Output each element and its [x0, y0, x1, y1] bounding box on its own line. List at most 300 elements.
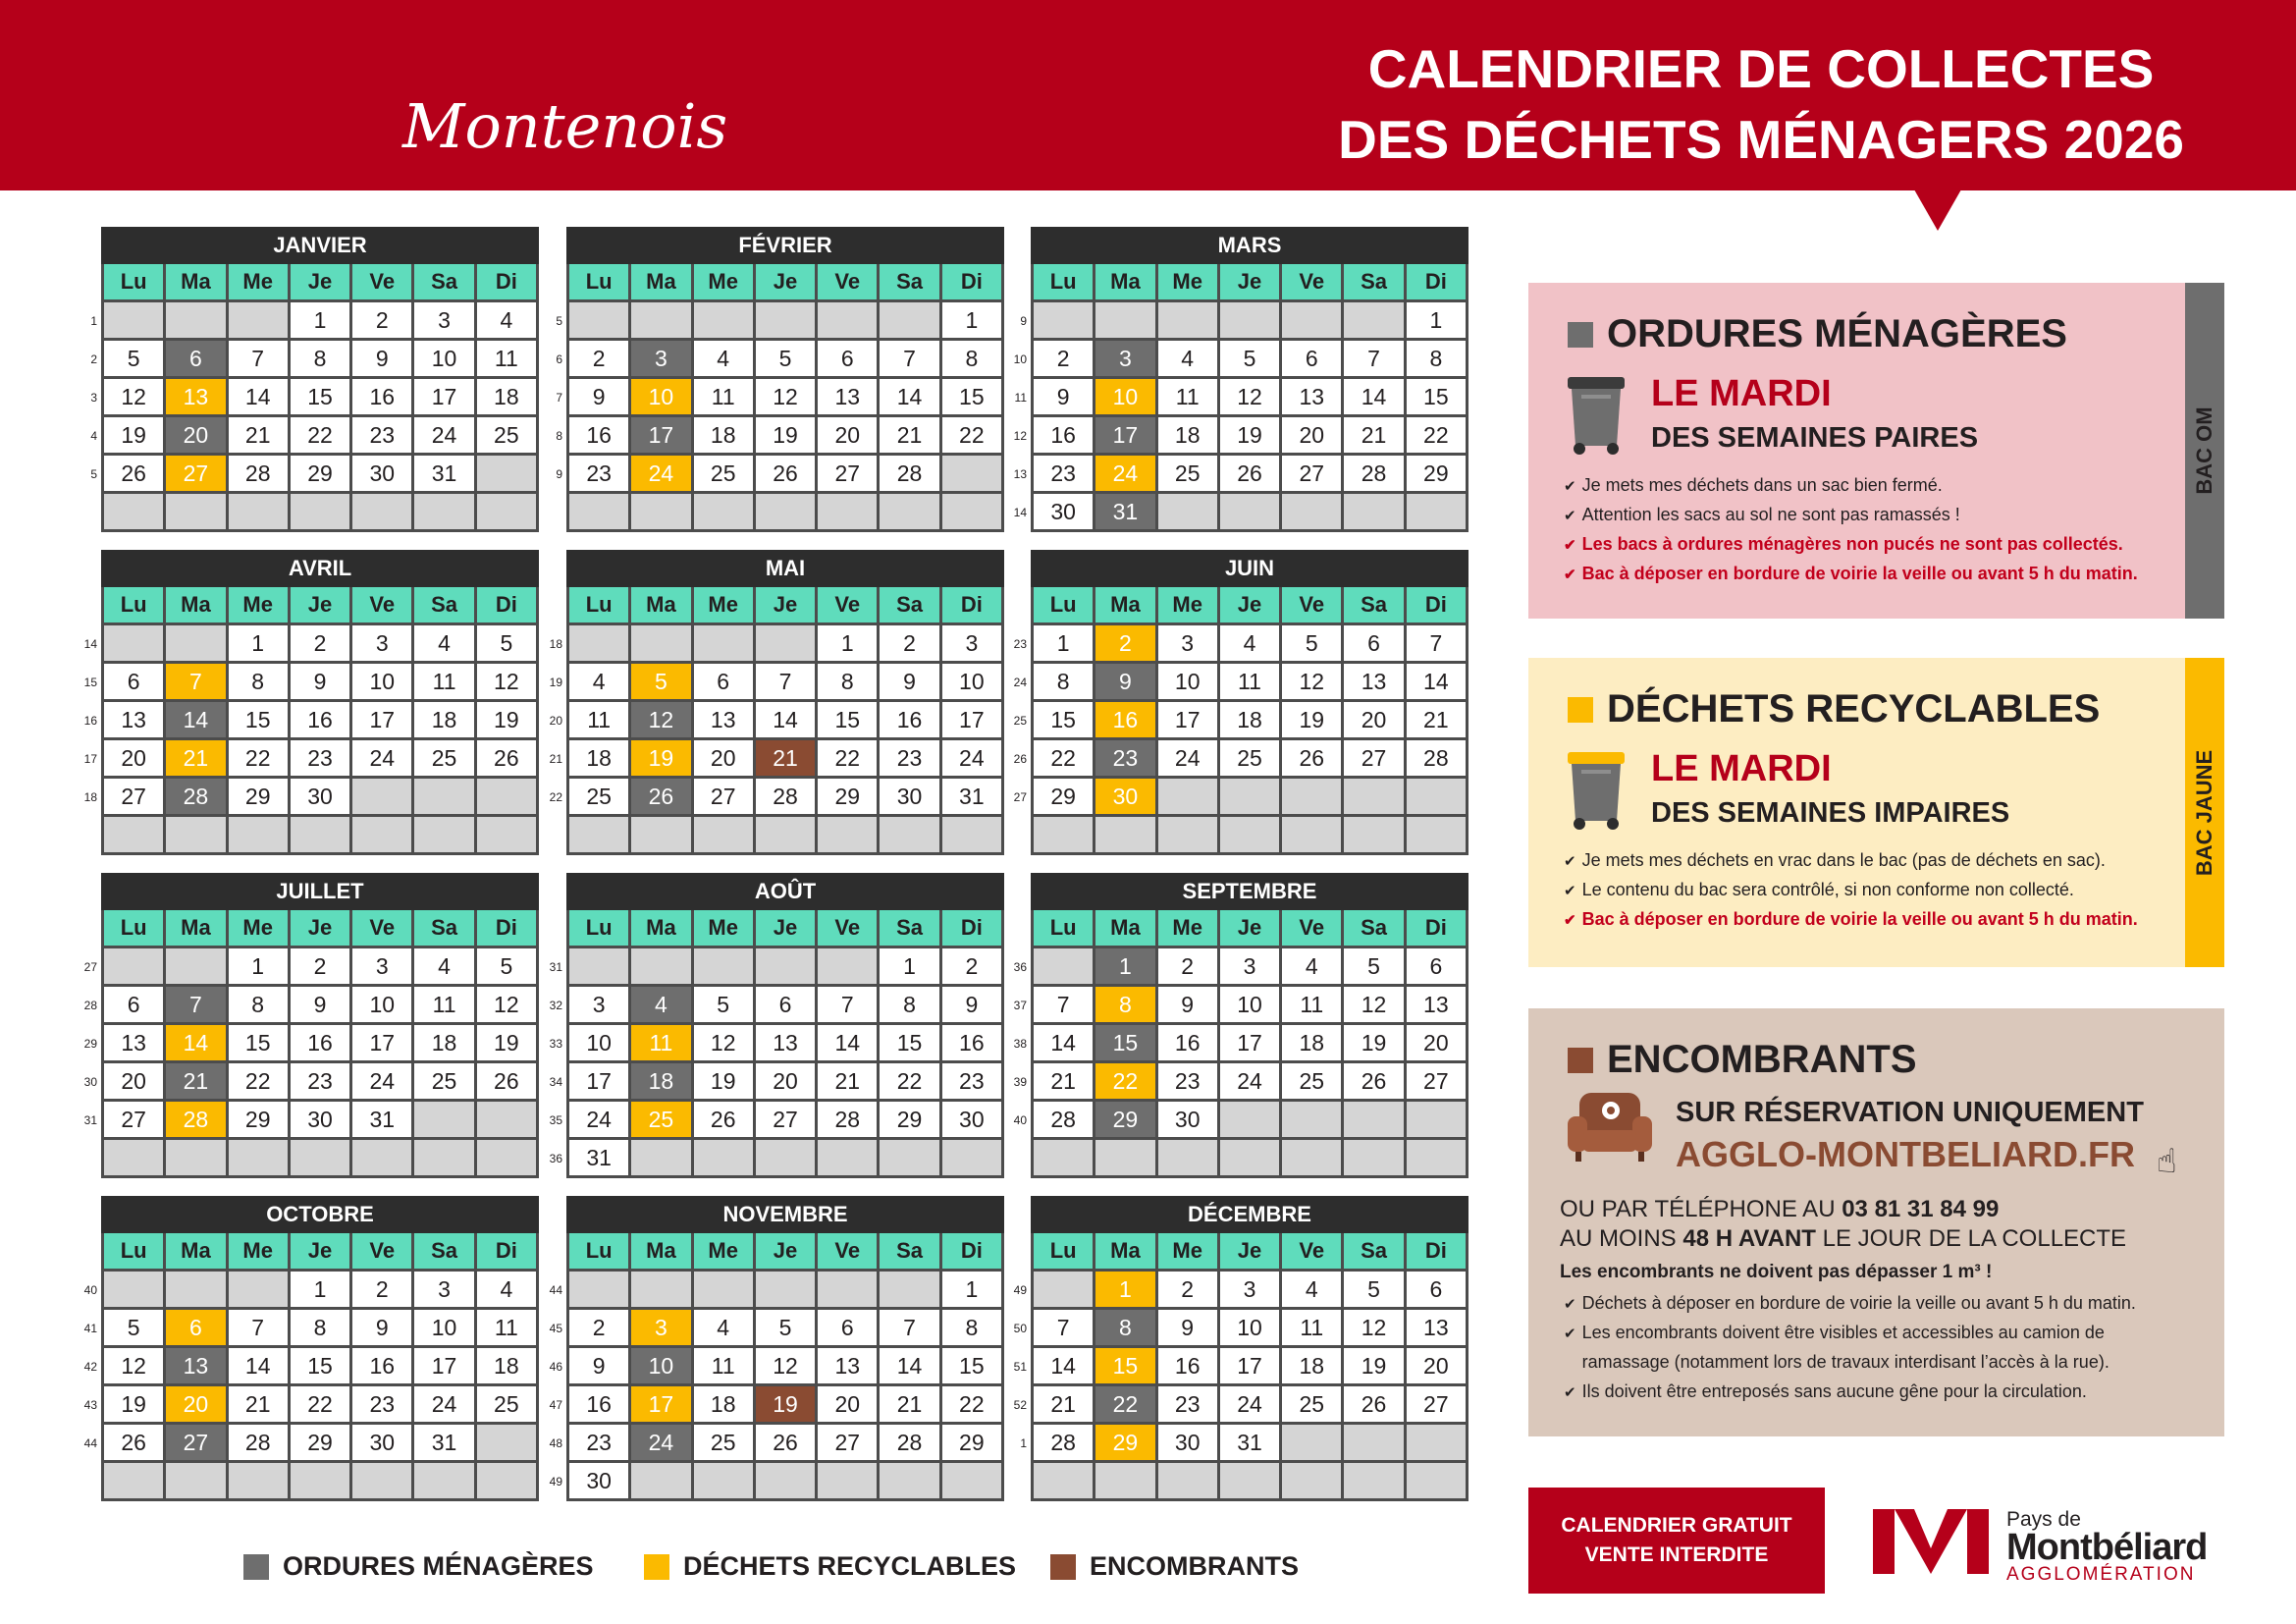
day-cell: 25 [569, 779, 628, 814]
weekday-header: Sa [414, 587, 473, 623]
month-name: MAI [566, 550, 1004, 587]
weekday-header: Di [1407, 264, 1466, 299]
day-cell: 16 [1158, 1025, 1217, 1060]
empty-day-cell [1034, 817, 1093, 852]
day-cell: 27 [694, 779, 753, 814]
phone-prefix: OU PAR TÉLÉPHONE AU [1560, 1196, 1836, 1222]
day-cell: 6 [166, 1310, 225, 1345]
week-number: 4 [90, 429, 97, 443]
day-cell: 29 [291, 1425, 349, 1460]
day-cell: 7 [1344, 341, 1403, 376]
day-cell: 21 [1407, 702, 1466, 737]
day-cell: 3 [631, 341, 690, 376]
list-item: ✔ Je mets mes déchets dans un sac bien fermé. [1564, 475, 1943, 495]
logo-line-1: Pays de [2006, 1508, 2081, 1531]
day-cell: 29 [818, 779, 877, 814]
empty-day-cell [569, 302, 628, 338]
week-number: 36 [549, 1152, 562, 1165]
week-number: 31 [549, 960, 562, 974]
panel-rec-rules [1564, 846, 2138, 935]
day-cell: 14 [229, 379, 288, 414]
bac-jaune-label: BAC JAUNE [2192, 749, 2216, 876]
empty-day-cell [1407, 1425, 1466, 1460]
day-cell: 18 [477, 379, 536, 414]
weekday-header: Ve [818, 264, 877, 299]
day-cell: 11 [414, 664, 473, 699]
day-cell: 5 [1282, 625, 1341, 661]
website-link[interactable]: AGGLO-MONTBELIARD.FR [1676, 1134, 2135, 1174]
phone-number[interactable]: 03 81 31 84 99 [1842, 1196, 2000, 1222]
day-cell: 24 [1095, 456, 1154, 491]
empty-day-cell [1220, 817, 1279, 852]
weekday-header: Ma [1095, 587, 1154, 623]
day-cell: 3 [414, 1272, 473, 1307]
empty-day-cell [477, 1463, 536, 1498]
day-cell: 20 [1407, 1025, 1466, 1060]
empty-day-cell [1158, 779, 1217, 814]
empty-day-cell [229, 302, 288, 338]
empty-day-cell [818, 1140, 877, 1175]
empty-day-cell [166, 494, 225, 529]
day-cell: 30 [1158, 1425, 1217, 1460]
day-cell: 30 [1095, 779, 1154, 814]
week-number: 40 [1013, 1113, 1027, 1127]
month-name: DÉCEMBRE [1031, 1196, 1468, 1233]
weekday-header: Ma [1095, 1233, 1154, 1269]
day-cell: 2 [352, 1272, 411, 1307]
day-cell: 20 [1344, 702, 1403, 737]
empty-day-cell [1344, 1463, 1403, 1498]
weekday-header: Me [694, 1233, 753, 1269]
empty-day-cell [880, 1140, 938, 1175]
day-cell: 7 [818, 987, 877, 1022]
day-cell: 18 [1282, 1348, 1341, 1383]
day-cell: 19 [756, 417, 815, 453]
empty-day-cell [352, 1463, 411, 1498]
week-number: 3 [90, 391, 97, 405]
list-item: ✔ Attention les sacs au sol ne sont pas ramassés ! [1564, 505, 1960, 524]
panel-rec-title-text: DÉCHETS RECYCLABLES [1607, 687, 2101, 731]
empty-day-cell [1158, 302, 1217, 338]
day-cell: 20 [694, 740, 753, 776]
day-cell: 31 [414, 1425, 473, 1460]
day-cell: 28 [166, 779, 225, 814]
week-number: 41 [83, 1322, 97, 1335]
day-cell: 29 [880, 1102, 938, 1137]
day-cell: 11 [1282, 1310, 1341, 1345]
day-cell: 31 [1095, 494, 1154, 529]
day-cell: 9 [569, 1348, 628, 1383]
day-cell: 26 [1220, 456, 1279, 491]
empty-day-cell [880, 1463, 938, 1498]
empty-day-cell [569, 494, 628, 529]
empty-day-cell [104, 1140, 163, 1175]
day-cell: 10 [1158, 664, 1217, 699]
day-cell: 3 [1220, 948, 1279, 984]
day-cell: 26 [756, 1425, 815, 1460]
day-cell: 21 [166, 1063, 225, 1099]
day-cell: 2 [569, 1310, 628, 1345]
checkmark-icon: ✔ [1564, 1384, 1576, 1401]
month-days-grid [566, 910, 1004, 1178]
day-cell: 31 [352, 1102, 411, 1137]
week-number: 1 [90, 314, 97, 328]
day-cell: 26 [1282, 740, 1341, 776]
day-cell: 16 [291, 1025, 349, 1060]
day-cell: 26 [477, 740, 536, 776]
empty-day-cell [942, 1140, 1001, 1175]
day-cell: 9 [1095, 664, 1154, 699]
day-cell: 17 [414, 1348, 473, 1383]
day-cell: 24 [352, 740, 411, 776]
day-cell: 29 [942, 1425, 1001, 1460]
empty-day-cell [166, 1140, 225, 1175]
day-cell: 4 [1282, 1272, 1341, 1307]
day-cell: 7 [880, 341, 938, 376]
day-cell: 4 [694, 341, 753, 376]
empty-day-cell [569, 948, 628, 984]
week-number: 6 [556, 352, 562, 366]
day-cell: 28 [818, 1102, 877, 1137]
day-cell: 16 [352, 1348, 411, 1383]
day-cell: 15 [1095, 1348, 1154, 1383]
day-cell: 6 [104, 664, 163, 699]
panel-om-title-text: ORDURES MÉNAGÈRES [1607, 312, 2067, 355]
checkmark-icon: ✔ [1564, 478, 1576, 495]
day-cell: 5 [477, 948, 536, 984]
weekday-header: Je [291, 1233, 349, 1269]
day-cell: 11 [477, 1310, 536, 1345]
empty-day-cell [1034, 1463, 1093, 1498]
empty-day-cell [631, 625, 690, 661]
day-cell: 17 [414, 379, 473, 414]
week-number: 52 [1013, 1398, 1027, 1412]
day-cell: 1 [880, 948, 938, 984]
day-cell: 29 [1095, 1425, 1154, 1460]
day-cell: 21 [1034, 1386, 1093, 1422]
day-cell: 9 [1034, 379, 1093, 414]
day-cell: 8 [1034, 664, 1093, 699]
day-cell: 12 [694, 1025, 753, 1060]
empty-day-cell [1282, 779, 1341, 814]
day-cell: 20 [104, 1063, 163, 1099]
day-cell: 1 [1095, 948, 1154, 984]
day-cell: 23 [569, 1425, 628, 1460]
weekday-header: Di [477, 1233, 536, 1269]
weekday-header: Ma [631, 587, 690, 623]
weekday-header: Ve [818, 587, 877, 623]
empty-day-cell [942, 817, 1001, 852]
week-number: 49 [1013, 1283, 1027, 1297]
month-days-grid [101, 587, 539, 855]
weekday-header: Sa [1344, 1233, 1403, 1269]
day-cell: 6 [694, 664, 753, 699]
empty-day-cell [414, 1463, 473, 1498]
weekday-header: Me [694, 587, 753, 623]
day-cell: 24 [631, 456, 690, 491]
day-cell: 17 [1220, 1025, 1279, 1060]
day-cell: 15 [291, 1348, 349, 1383]
weekday-header: Ve [352, 910, 411, 946]
day-cell: 15 [942, 1348, 1001, 1383]
day-cell: 22 [942, 417, 1001, 453]
empty-day-cell [104, 1272, 163, 1307]
day-cell: 2 [569, 341, 628, 376]
day-cell: 29 [1407, 456, 1466, 491]
month-name: JUILLET [101, 873, 539, 910]
weekday-header: Me [1158, 587, 1217, 623]
weekday-header: Je [291, 587, 349, 623]
weekday-header: Lu [104, 264, 163, 299]
checkmark-icon: ✔ [1564, 1326, 1576, 1342]
weekday-header: Di [1407, 587, 1466, 623]
week-number: 18 [83, 790, 97, 804]
empty-day-cell [352, 1140, 411, 1175]
empty-day-cell [1344, 1425, 1403, 1460]
day-cell: 13 [104, 1025, 163, 1060]
day-cell: 11 [1158, 379, 1217, 414]
empty-day-cell [694, 817, 753, 852]
day-cell: 5 [694, 987, 753, 1022]
day-cell: 25 [414, 1063, 473, 1099]
weekday-header: Je [291, 264, 349, 299]
weekday-header: Je [756, 264, 815, 299]
weekday-header: Sa [1344, 587, 1403, 623]
legend-enc [1050, 1551, 1299, 1582]
day-cell: 22 [1095, 1063, 1154, 1099]
day-cell: 6 [1344, 625, 1403, 661]
day-cell: 1 [942, 302, 1001, 338]
day-cell: 13 [756, 1025, 815, 1060]
day-cell: 8 [942, 341, 1001, 376]
day-cell: 19 [104, 417, 163, 453]
month-days-grid [1031, 910, 1468, 1178]
empty-day-cell [1220, 1463, 1279, 1498]
week-number: 25 [1013, 714, 1027, 728]
day-cell: 30 [880, 779, 938, 814]
day-cell: 15 [818, 702, 877, 737]
week-number: 46 [549, 1360, 562, 1374]
day-cell: 13 [818, 1348, 877, 1383]
day-cell: 5 [631, 664, 690, 699]
day-cell: 8 [1407, 341, 1466, 376]
day-cell: 11 [694, 1348, 753, 1383]
empty-day-cell [880, 817, 938, 852]
week-number: 5 [90, 467, 97, 481]
empty-day-cell [414, 1140, 473, 1175]
list-item: ✔ Le contenu du bac sera contrôlé, si non conforme non collecté. [1564, 880, 2074, 899]
day-cell: 12 [104, 379, 163, 414]
weekday-header: Lu [1034, 264, 1093, 299]
empty-day-cell [756, 1140, 815, 1175]
empty-day-cell [1282, 1140, 1341, 1175]
day-cell: 1 [1407, 302, 1466, 338]
week-number: 19 [549, 676, 562, 689]
week-number: 38 [1013, 1037, 1027, 1051]
empty-day-cell [942, 1463, 1001, 1498]
day-cell: 19 [631, 740, 690, 776]
day-cell: 9 [352, 1310, 411, 1345]
day-cell: 22 [229, 740, 288, 776]
day-cell: 12 [477, 987, 536, 1022]
delay-bold: 48 H AVANT [1682, 1225, 1816, 1252]
empty-day-cell [477, 817, 536, 852]
om-square-icon [1568, 322, 1593, 348]
bac-om-label: BAC OM [2192, 406, 2216, 495]
day-cell: 6 [818, 341, 877, 376]
day-cell: 17 [1220, 1348, 1279, 1383]
day-cell: 26 [1344, 1063, 1403, 1099]
day-cell: 29 [1095, 1102, 1154, 1137]
month-1 [101, 227, 539, 532]
empty-day-cell [414, 779, 473, 814]
day-cell: 31 [569, 1140, 628, 1175]
day-cell: 16 [1095, 702, 1154, 737]
empty-day-cell [1344, 494, 1403, 529]
weekday-header: Sa [414, 264, 473, 299]
day-cell: 19 [477, 1025, 536, 1060]
weekday-header: Lu [569, 587, 628, 623]
day-cell: 23 [1158, 1386, 1217, 1422]
day-cell: 3 [1220, 1272, 1279, 1307]
week-number: 1 [1020, 1436, 1027, 1450]
weekday-header: Lu [104, 587, 163, 623]
day-cell: 14 [166, 702, 225, 737]
day-cell: 24 [569, 1102, 628, 1137]
weekday-header: Sa [880, 1233, 938, 1269]
checkmark-icon: ✔ [1564, 912, 1576, 929]
list-item: ✔ Ils doivent être entreposés sans aucune gêne pour la circulation. [1564, 1381, 2087, 1401]
day-cell: 25 [694, 456, 753, 491]
day-cell: 11 [694, 379, 753, 414]
week-number: 20 [549, 714, 562, 728]
legend-om [243, 1551, 594, 1582]
day-cell: 29 [1034, 779, 1093, 814]
day-cell: 19 [1282, 702, 1341, 737]
panel-om-weeks: DES SEMAINES PAIRES [1651, 422, 1979, 454]
day-cell: 24 [1158, 740, 1217, 776]
day-cell: 6 [1282, 341, 1341, 376]
day-cell: 17 [631, 1386, 690, 1422]
commune-name: Montenois [402, 90, 728, 162]
weekday-header: Je [756, 1233, 815, 1269]
month-days-grid [566, 587, 1004, 855]
empty-day-cell [291, 1463, 349, 1498]
day-cell: 16 [569, 1386, 628, 1422]
day-cell: 14 [818, 1025, 877, 1060]
month-name: NOVEMBRE [566, 1196, 1004, 1233]
day-cell: 1 [818, 625, 877, 661]
day-cell: 25 [477, 1386, 536, 1422]
day-cell: 24 [942, 740, 1001, 776]
pays-montbeliard-logo-icon [1873, 1509, 1989, 1574]
weekday-header: Me [229, 910, 288, 946]
legend-om-label: ORDURES MÉNAGÈRES [283, 1551, 594, 1581]
day-cell: 4 [1282, 948, 1341, 984]
empty-day-cell [1407, 1140, 1466, 1175]
day-cell: 4 [1220, 625, 1279, 661]
day-cell: 9 [352, 341, 411, 376]
weekday-header: Je [1220, 910, 1279, 946]
weekday-header: Ve [1282, 587, 1341, 623]
day-cell: 27 [1344, 740, 1403, 776]
day-cell: 25 [1282, 1063, 1341, 1099]
day-cell: 5 [104, 1310, 163, 1345]
weekday-header: Ve [352, 1233, 411, 1269]
day-cell: 2 [291, 625, 349, 661]
day-cell: 21 [166, 740, 225, 776]
panel-enc-title-text: ENCOMBRANTS [1607, 1038, 1917, 1081]
list-item: ramassage (notamment lors de travaux interdisant l’accès à la rue). [1581, 1352, 2109, 1372]
day-cell: 17 [352, 702, 411, 737]
month-3 [1031, 227, 1468, 532]
day-cell: 8 [1095, 987, 1154, 1022]
empty-day-cell [1282, 1102, 1341, 1137]
empty-day-cell [166, 948, 225, 984]
weekday-header: Di [477, 264, 536, 299]
month-6 [1031, 550, 1468, 855]
day-cell: 7 [1407, 625, 1466, 661]
title-line-1: CALENDRIER DE COLLECTES [1367, 38, 2155, 99]
weekday-header: Lu [1034, 910, 1093, 946]
om-square-icon [243, 1554, 269, 1580]
week-number: 13 [1013, 467, 1027, 481]
week-number: 39 [1013, 1075, 1027, 1089]
day-cell: 22 [942, 1386, 1001, 1422]
day-cell: 4 [694, 1310, 753, 1345]
week-number: 14 [83, 637, 97, 651]
day-cell: 23 [569, 456, 628, 491]
day-cell: 19 [1344, 1348, 1403, 1383]
day-cell: 7 [166, 664, 225, 699]
free-calendar-notice [1528, 1488, 1825, 1594]
day-cell: 3 [942, 625, 1001, 661]
reservation-text: SUR RÉSERVATION UNIQUEMENT [1676, 1097, 2144, 1128]
week-number: 8 [556, 429, 562, 443]
month-days-grid [101, 264, 539, 532]
day-cell: 14 [1034, 1348, 1093, 1383]
day-cell: 17 [1095, 417, 1154, 453]
weekday-header: Me [229, 1233, 288, 1269]
empty-day-cell [477, 1102, 536, 1137]
day-cell: 23 [1158, 1063, 1217, 1099]
checkmark-icon: ✔ [1564, 853, 1576, 870]
day-cell: 12 [1220, 379, 1279, 414]
weekday-header: Je [1220, 264, 1279, 299]
empty-day-cell [880, 494, 938, 529]
empty-day-cell [352, 779, 411, 814]
weekday-header: Ma [1095, 910, 1154, 946]
day-cell: 16 [352, 379, 411, 414]
weekday-header: Lu [104, 910, 163, 946]
month-name: OCTOBRE [101, 1196, 539, 1233]
empty-day-cell [1344, 1102, 1403, 1137]
legend-enc-label: ENCOMBRANTS [1090, 1551, 1299, 1581]
weekday-header: Ma [1095, 264, 1154, 299]
day-cell: 11 [1282, 987, 1341, 1022]
enc-square-icon [1050, 1554, 1076, 1580]
empty-day-cell [1282, 817, 1341, 852]
day-cell: 1 [1095, 1272, 1154, 1307]
empty-day-cell [1095, 1463, 1154, 1498]
day-cell: 12 [1344, 987, 1403, 1022]
day-cell: 2 [1034, 341, 1093, 376]
weekday-header: Ve [818, 910, 877, 946]
weekday-header: Sa [414, 1233, 473, 1269]
day-cell: 4 [1158, 341, 1217, 376]
week-number: 50 [1013, 1322, 1027, 1335]
empty-day-cell [631, 494, 690, 529]
